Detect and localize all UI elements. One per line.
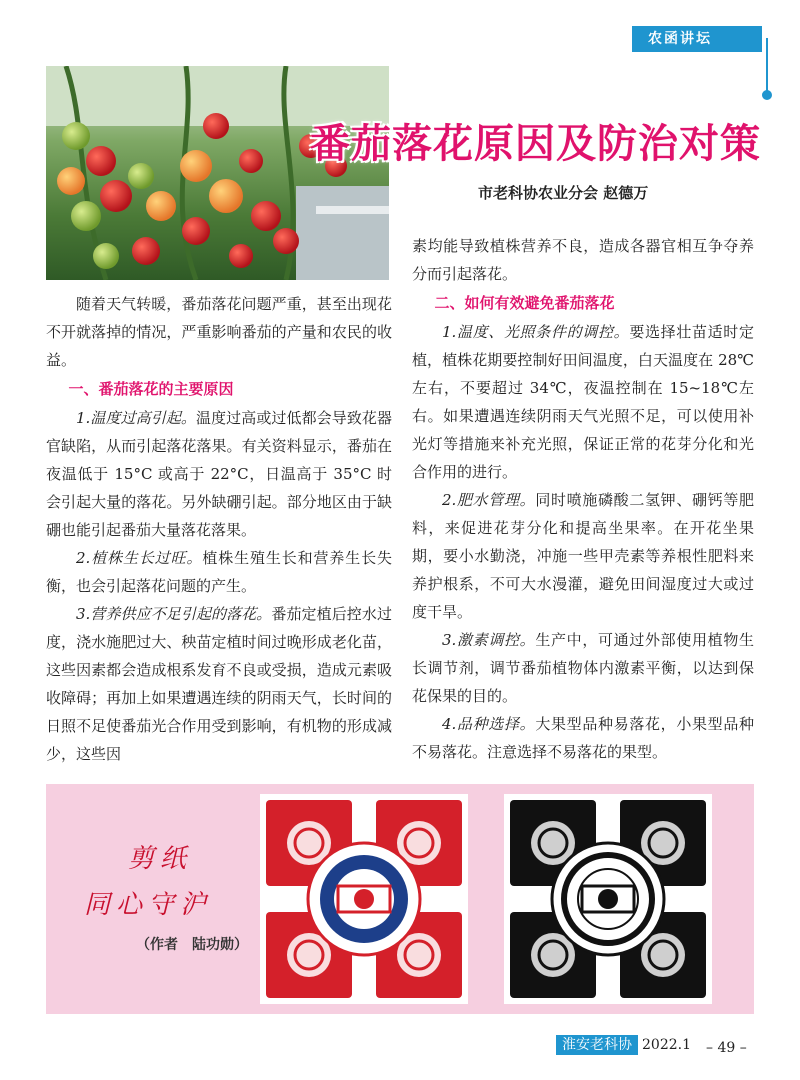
banner-author: （作者 陆功勋） — [136, 937, 248, 953]
measure-2-text: 同时喷施磷酸二氢钾、硼钙等肥料，来促进花芽分化和提高坐果率。在开花坐果期，要小水勤浇，冲施一些甲壳素等养根性肥料来养护根系，不可大水漫灌，避免田间湿度过大或过度干旱。 — [412, 491, 754, 621]
measure-4-title: 4.品种选择。 — [442, 715, 536, 733]
measure-4-text: 大果型品种易落花，小果型品种不易落花。注意选择不易落花的果型。 — [412, 715, 754, 761]
measure-paragraph-3 — [412, 626, 754, 710]
right-column — [412, 232, 754, 766]
cause-3-continued: 素均能导致植株营养不良，造成各器官相互争夺养分而引起落花。 — [412, 237, 754, 283]
article-byline: 市老科协农业分会 赵德万 — [478, 184, 649, 202]
measure-paragraph-1 — [412, 318, 754, 486]
banner-title-line2: 同心守沪 — [84, 890, 213, 920]
cause-paragraph-3 — [46, 600, 392, 768]
measure-1-title: 1.温度、光照条件的调控。 — [442, 323, 630, 341]
left-column — [46, 290, 392, 768]
intro-paragraph: 随着天气转暖，番茄落花问题严重，甚至出现花不开就落掉的情况，严重影响番茄的产量和农民的收益。 — [46, 295, 392, 369]
measure-1-text: 要选择壮苗适时定植，植株花期要控制好田间温度，白天温度在 28℃左右，不要超过 34℃，夜温控制在 15~18℃左右。如果遭遇连续阴雨天气光照不足，可以使用补光灯等措施来补充光照，保证正常的花芽分化和光合作用的进行。 — [412, 323, 754, 481]
section-heading-causes: 一、番茄落花的主要原因 — [68, 380, 234, 398]
cause-paragraph-1 — [46, 404, 392, 544]
measure-paragraph-4 — [412, 710, 754, 766]
section-tag-line — [766, 38, 768, 94]
cause-2-text: 植株生殖生长和营养生长失衡，也会引起落花问题的产生。 — [46, 549, 392, 595]
tomato-photo — [46, 66, 389, 280]
papercut-red-image — [260, 794, 468, 1004]
section-tag-dot — [762, 90, 772, 100]
cause-paragraph-2 — [46, 544, 392, 600]
section-heading-prevention: 二、如何有效避免番茄落花 — [434, 294, 615, 312]
article-title: 番茄落花原因及防治对策 — [310, 121, 761, 167]
papercut-banner — [46, 784, 754, 1014]
measure-3-text: 生产中，可通过外部使用植物生长调节剂，调节番茄植物体内激素平衡，以达到保花保果的目的。 — [412, 631, 754, 705]
footer-bar — [556, 1035, 691, 1055]
measure-3-title: 3.激素调控。 — [442, 631, 536, 649]
cause-2-title: 2.植株生长过旺。 — [76, 549, 203, 567]
section-tag: 农函讲坛 — [632, 26, 762, 52]
measure-2-title: 2.肥水管理。 — [442, 491, 536, 509]
footer-issue: 2022.1 — [642, 1037, 691, 1053]
cause-3-title: 3.营养供应不足引起的落花。 — [76, 605, 272, 623]
page-number: – 49 – — [706, 1040, 747, 1056]
footer-magazine: 淮安老科协 — [556, 1035, 638, 1055]
banner-title-line1: 剪纸 — [128, 844, 193, 874]
cause-1-text: 温度过高或过低都会导致花器官缺陷，从而引起落花落果。有关资料显示，番茄在夜温低于 15°C 或高于 22°C，日温高于 35°C 时会引起大量的落花。另外缺硼引起。部分地区由于缺硼也能引起番茄大量落花落果。 — [46, 409, 392, 539]
papercut-black-image — [504, 794, 712, 1004]
cause-3-text: 番茄定植后控水过度，浇水施肥过大、秧苗定植时间过晚形成老化苗，这些因素都会造成根系发育不良或受损，造成元素吸收障碍；再加上如果遭遇连续的阴雨天气，长时间的日照不足使番茄光合作用受到影响，有机物的形成减少，这些因 — [46, 605, 392, 763]
cause-1-title: 1.温度过高引起。 — [76, 409, 196, 427]
measure-paragraph-2 — [412, 486, 754, 626]
